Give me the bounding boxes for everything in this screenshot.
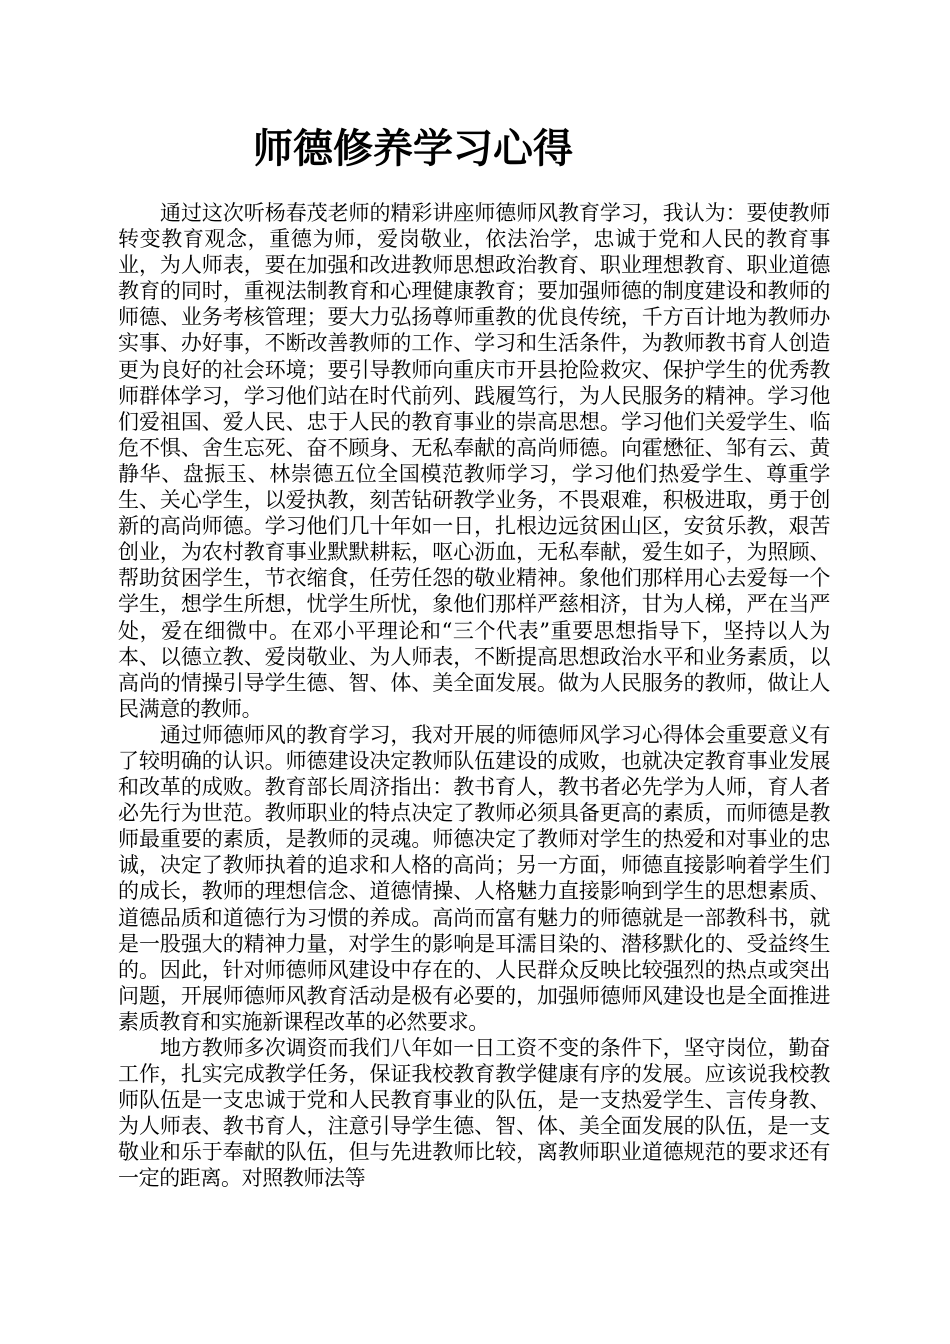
document-body xyxy=(118,200,830,1230)
paragraph-2: 通过师德师风的教育学习，我对开展的师德师风学习心得体会重要意义有了较明确的认识。师德建设决定教师队伍建设的成败，也就决定教育事业发展和改革的成败。教育部长周济指出：教书育人，教书者必先学为人师，育人者必先行为世范。教师职业的特点决定了教师必须具备更高的素质，而师德是教师最重要的素质，是教师的灵魂。师德决定了教师对学生的热爱和对事业的忠诚，决定了教师执着的追求和人格的高尚；另一方面，师德直接影响着学生们的成长，教师的理想信念、道德情操、人格魅力直接影响到学生的思想素质、道德品质和道德行为习惯的养成。高尚而富有魅力的师德就是一部教科书，就是一股强大的精神力量，对学生的影响是耳濡目染的、潜移默化的、受益终生的。因此，针对师德师风建设中存在的、人民群众反映比较强烈的热点或突出问题，开展师德师风教育活动是极有必要的，加强师德师风建设也是全面推进素质教育和实施新课程改革的必然要求。 xyxy=(118,722,830,1034)
paragraph-1: 通过这次听杨春茂老师的精彩讲座师德师风教育学习，我认为：要使教师转变教育观念，重德为师，爱岗敬业，依法治学，忠诚于党和人民的教育事业，为人师表，要在加强和改进教师思想政治教育、职业理想教育、职业道德教育的同时，重视法制教育和心理健康教育；要加强师德的制度建设和教师的师德、业务考核管理；要大力弘扬尊师重教的优良传统，千方百计地为教师办实事、办好事，不断改善教师的工作、学习和生活条件，为教师教书育人创造更为良好的社会环境；要引导教师向重庆市开县抢险救灾、保护学生的优秀教师群体学习，学习他们站在时代前列、践履笃行，为人民服务的精神。学习他们爱祖国、爱人民、忠于人民的教育事业的崇高思想。学习他们关爱学生、临危不惧、舍生忘死、奋不顾身、无私奉献的高尚师德。向霍懋征、邹有云、黄静华、盘振玉、林崇德五位全国模范教师学习，学习他们热爱学生、尊重学生、关心学生，以爱执教，刻苦钻研教学业务，不畏艰难，积极进取，勇于创新的高尚师德。学习他们几十年如一日，扎根边远贫困山区，安贫乐教，艰苦创业，为农村教育事业默默耕耘，呕心沥血，无私奉献，爱生如子，为照顾、帮助贫困学生，节衣缩食，任劳任怨的敬业精神。象他们那样用心去爱每一个学生，想学生所想，忧学生所忧，象他们那样严慈相济，甘为人梯，严在当严处，爱在细微中。在邓小平理论和“三个代表”重要思想指导下，坚持以人为本、以德立教、爱岗敬业、为人师表，不断提高思想政治水平和业务素质，以高尚的情操引导学生德、智、体、美全面发展。做为人民服务的教师，做让人民满意的教师。 xyxy=(118,201,830,721)
paragraph-3: 地方教师多次调资而我们八年如一日工资不变的条件下，坚守岗位，勤奋工作，扎实完成教学任务，保证我校教育教学健康有序的发展。应该说我校教师队伍是一支忠诚于党和人民教育事业的队伍，是一支热爱学生、言传身教、为人师表、教书育人，注意引导学生德、智、体、美全面发展的队伍，是一支敬业和乐于奉献的队伍，但与先进教师比较，离教师职业道德规范的要求还有一定的距离。对照教师法等 xyxy=(118,1036,830,1191)
document-title: 师德修养学习心得 xyxy=(253,125,573,172)
